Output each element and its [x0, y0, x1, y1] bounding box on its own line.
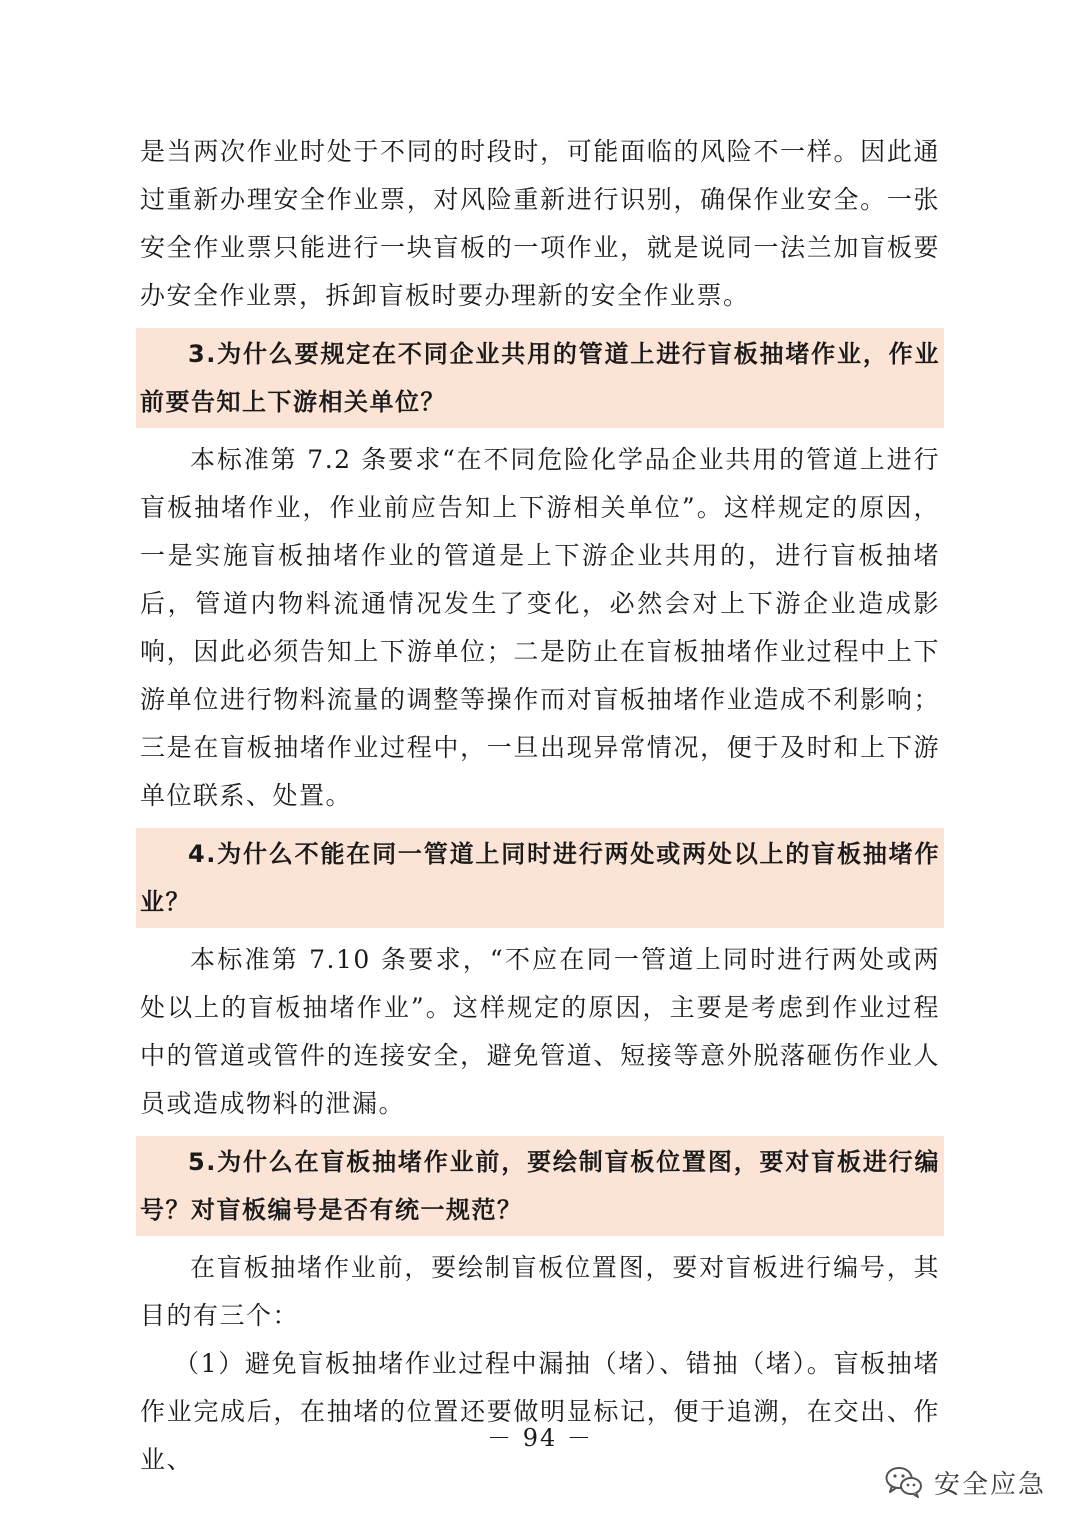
answer-paragraph-3: 本标准第 7.2 条要求“在不同危险化学品企业共用的管道上进行盲板抽堵作业，作业前应告知上下游相关单位”。这样规定的原因，一是实施盲板抽堵作业的管道是上下游企业共用的，进行盲板抽堵后，管道内物料流通情况发生了变化，必然会对上下游企业造成影响，因此必须告知上下游单位；二是防止在盲板抽堵作业过程中上下游单位进行物料流量的调整等操作而对盲板抽堵作业造成不利影响；三是在盲板抽堵作业过程中，一旦出现异常情况，便于及时和上下游单位联系、处置。: [140, 445, 940, 810]
answer-paragraph-4: 本标准第 7.10 条要求，“不应在同一管道上同时进行两处或两处以上的盲板抽堵作业”。这样规定的原因，主要是考虑到作业过程中的管道或管件的连接安全，避免管道、短接等意外脱落砸伤作业人员或造成物料的泄漏。: [140, 945, 940, 1118]
page-number: － 94 －: [487, 1424, 593, 1452]
question-heading-4: 4.为什么不能在同一管道上同时进行两处或两处以上的盲板抽堵作业？: [136, 828, 944, 928]
watermark: [884, 1462, 1046, 1502]
page-content: [140, 128, 940, 1484]
watermark-text: 安全应急: [933, 1469, 1046, 1500]
answer-paragraph-5-intro: 在盲板抽堵作业前，要绘制盲板位置图，要对盲板进行编号，其目的有三个：: [140, 1253, 940, 1330]
wechat-icon: [884, 1465, 924, 1499]
question-heading-3: 3.为什么要规定在不同企业共用的管道上进行盲板抽堵作业，作业前要告知上下游相关单位？: [136, 328, 944, 428]
question-heading-5: 5.为什么在盲板抽堵作业前，要绘制盲板位置图，要对盲板进行编号？对盲板编号是否有统一规范？: [136, 1136, 944, 1236]
answer-paragraph-5-item-1: （1）避免盲板抽堵作业过程中漏抽（堵）、错抽（堵）。盲板抽堵作业完成后，在抽堵的位置还要做明显标记，便于追溯，在交出、作业、: [140, 1349, 940, 1474]
paragraph-continuation: 是当两次作业时处于不同的时段时，可能面临的风险不一样。因此通过重新办理安全作业票，对风险重新进行识别，确保作业安全。一张安全作业票只能进行一块盲板的一项作业，就是说同一法兰加盲板要办安全作业票，拆卸盲板时要办理新的安全作业票。: [140, 137, 940, 310]
